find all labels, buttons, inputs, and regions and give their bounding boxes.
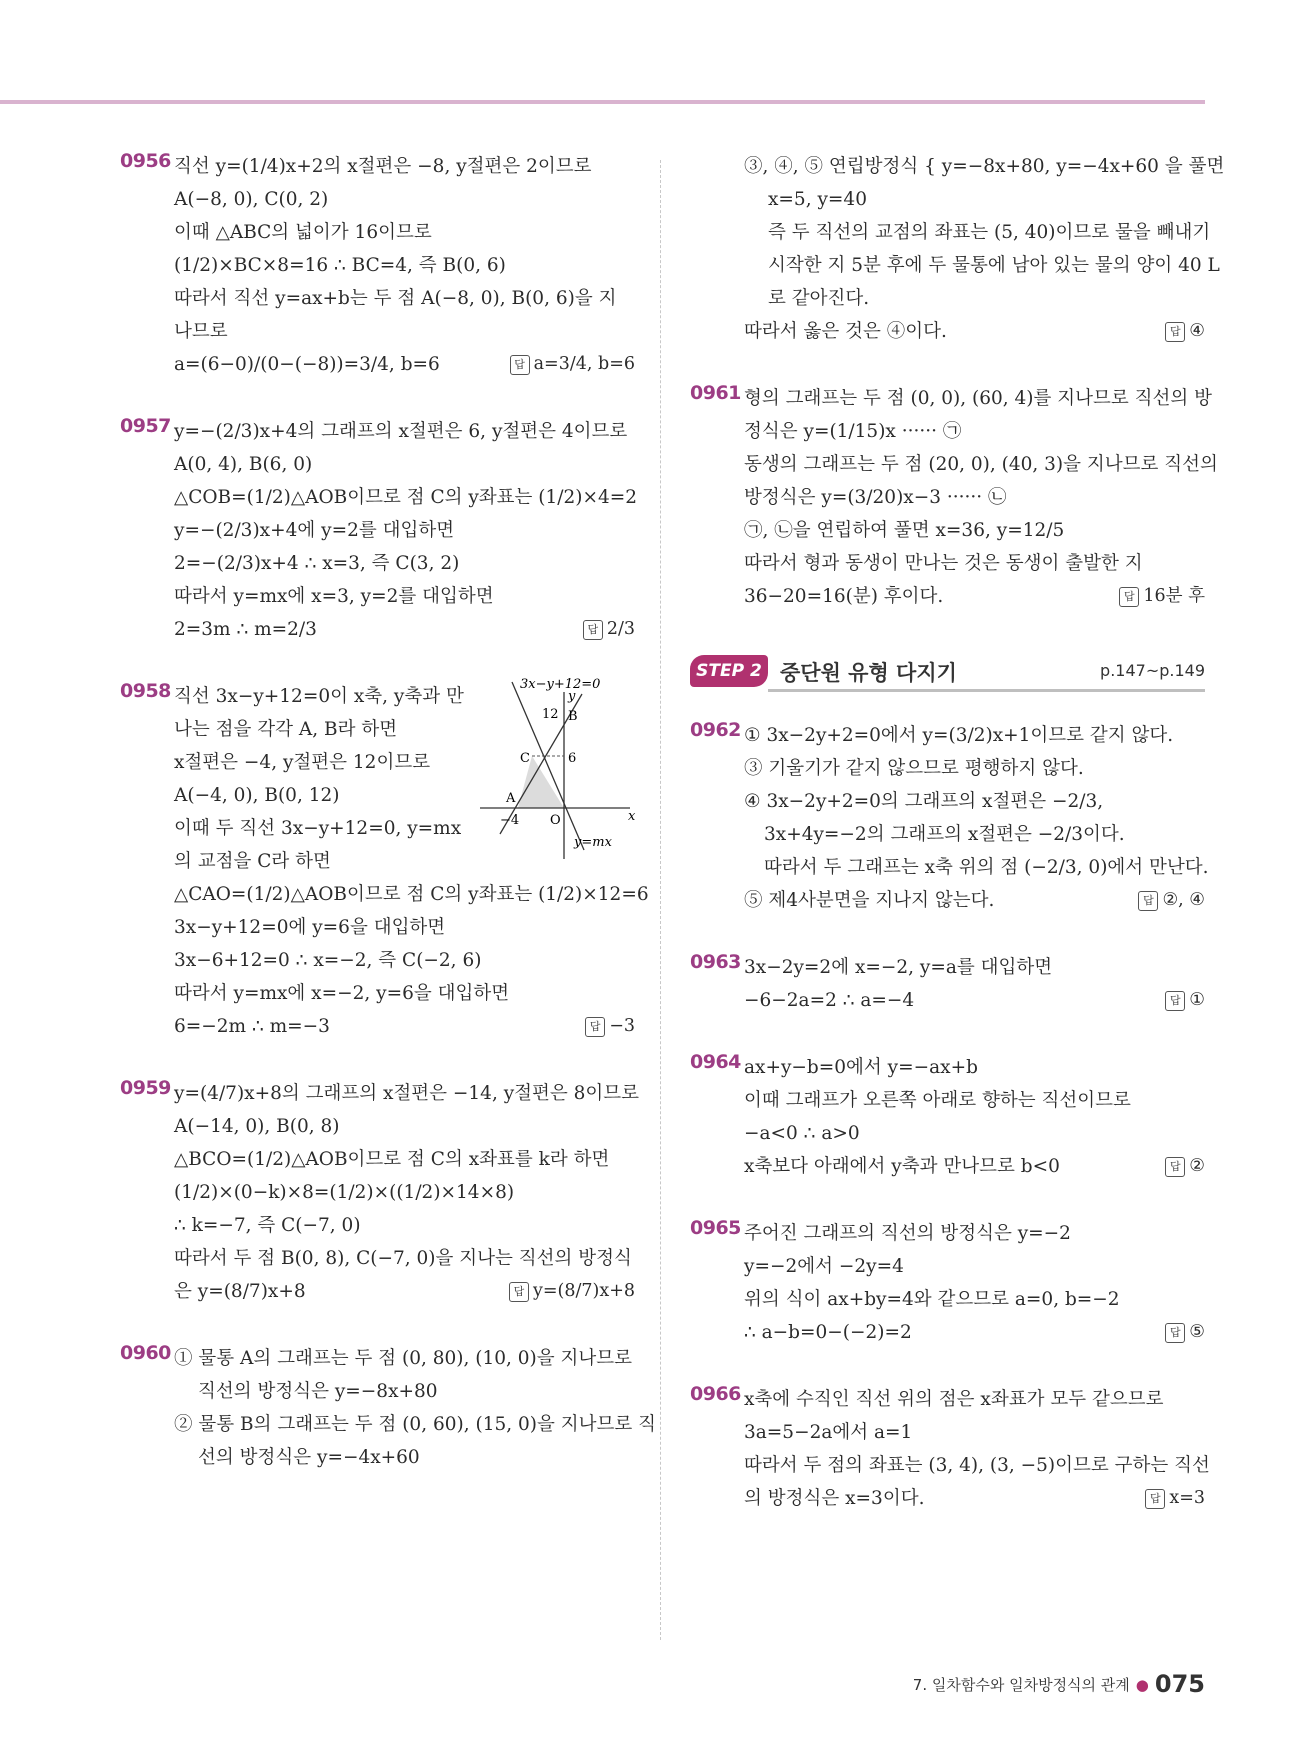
solution-line: 선의 방정식은 y=−4x+60 bbox=[198, 1447, 420, 1468]
problem-0966 bbox=[690, 1383, 1210, 1515]
solution-line: 직선의 방정식은 y=−8x+80 bbox=[198, 1381, 438, 1402]
solution-line: 이때 △ABC의 넓이가 16이므로 bbox=[174, 222, 432, 243]
answer bbox=[1165, 1150, 1205, 1183]
solution-line: (1/2)×(0−k)×8=(1/2)×((1/2)×14×8) bbox=[174, 1182, 515, 1203]
solution-text: 은 y=(8/7)x+8 bbox=[174, 1281, 306, 1302]
solution-line: 직선 3x−y+12=0이 x축, y축과 만 bbox=[174, 686, 464, 707]
solution-line: 2=−(2/3)x+4 ∴ x=3, 즉 C(3, 2) bbox=[174, 553, 460, 574]
solution-text: 의 방정식은 x=3이다. bbox=[744, 1488, 925, 1509]
solution-text: ∴ a−b=0−(−2)=2 bbox=[744, 1322, 912, 1343]
problem-0963 bbox=[690, 951, 1205, 1017]
solution-line bbox=[744, 1316, 1205, 1349]
solution-line: 위의 식이 ax+by=4와 같으므로 a=0, b=−2 bbox=[744, 1289, 1120, 1310]
solution-line: 따라서 y=mx에 x=3, y=2를 대입하면 bbox=[174, 586, 494, 607]
answer-icon: 답 bbox=[1165, 1157, 1185, 1177]
solution-line: (1/2)×BC×8=16 ∴ BC=4, 즉 B(0, 6) bbox=[174, 255, 506, 276]
answer-value: ②, ④ bbox=[1162, 890, 1205, 910]
answer-icon: 답 bbox=[1119, 587, 1139, 607]
answer-icon: 답 bbox=[510, 355, 530, 375]
solution-line: y=−(2/3)x+4에 y=2를 대입하면 bbox=[174, 520, 455, 541]
problem-number: 0965 bbox=[690, 1217, 741, 1239]
solution-line: 의 교점을 C라 하면 bbox=[174, 851, 331, 872]
solution-line: x=5, y=40 bbox=[768, 189, 867, 210]
solution-line: 나므로 bbox=[174, 321, 228, 342]
solution-line: 3x+4y=−2의 그래프의 x절편은 −2/3이다. bbox=[764, 824, 1125, 845]
answer-icon: 답 bbox=[1165, 322, 1185, 342]
solution-text: ⑤ 제4사분면을 지나지 않는다. bbox=[744, 890, 995, 911]
answer-icon: 답 bbox=[583, 620, 603, 640]
solution-line: A(−4, 0), B(0, 12) bbox=[174, 785, 340, 806]
solution-line: 따라서 형과 동생이 만나는 것은 동생이 출발한 지 bbox=[744, 553, 1143, 574]
step-rule bbox=[768, 689, 1205, 692]
x-label: x bbox=[628, 809, 636, 824]
solution-line: 따라서 두 점의 좌표는 (3, 4), (3, −5)이므로 구하는 직선 bbox=[744, 1455, 1210, 1476]
solution-line: ㉠, ㉡을 연립하여 풀면 x=36, y=12/5 bbox=[744, 520, 1065, 541]
solution-line: △CAO=(1/2)△AOB이므로 점 C의 y좌표는 (1/2)×12=6 bbox=[174, 884, 649, 905]
answer-value: ④ bbox=[1189, 321, 1205, 341]
solution-line bbox=[174, 348, 635, 381]
answer-value: −3 bbox=[609, 1016, 635, 1036]
page-number: 075 bbox=[1154, 1670, 1205, 1698]
bullet-icon: ● bbox=[1135, 1676, 1149, 1694]
problem-number: 0962 bbox=[690, 719, 741, 741]
answer bbox=[1165, 315, 1205, 348]
solution-line: y=−2에서 −2y=4 bbox=[744, 1256, 904, 1277]
answer-value: 2/3 bbox=[606, 619, 635, 639]
answer-value: ⑤ bbox=[1189, 1322, 1205, 1342]
problem-0956 bbox=[120, 150, 635, 381]
solution-text: −6−2a=2 ∴ a=−4 bbox=[744, 990, 915, 1011]
answer-icon: 답 bbox=[1138, 891, 1158, 911]
solution-line: ① 3x−2y+2=0에서 y=(3/2)x+1이므로 같지 않다. bbox=[744, 725, 1174, 746]
answer-value: a=3/4, b=6 bbox=[533, 354, 635, 374]
problem-number: 0958 bbox=[120, 680, 171, 702]
answer-icon: 답 bbox=[1165, 991, 1185, 1011]
y12-label: 12 bbox=[542, 707, 559, 722]
solution-line: 동생의 그래프는 두 점 (20, 0), (40, 3)을 지나므로 직선의 bbox=[744, 454, 1218, 475]
answer bbox=[1145, 1482, 1205, 1515]
problem-number: 0961 bbox=[690, 382, 741, 404]
problem-0965 bbox=[690, 1217, 1205, 1349]
eq2-label: y=mx bbox=[574, 835, 612, 850]
answer-icon: 답 bbox=[585, 1017, 605, 1037]
solution-line bbox=[744, 984, 1205, 1017]
solution-line: 따라서 두 점 B(0, 8), C(−7, 0)을 지나는 직선의 방정식 bbox=[174, 1248, 632, 1269]
solution-line bbox=[744, 884, 1205, 917]
solution-line: 직선 y=(1/4)x+2의 x절편은 −8, y절편은 2이므로 bbox=[174, 156, 592, 177]
solution-line: 이때 그래프가 오른쪽 아래로 향하는 직선이므로 bbox=[744, 1090, 1131, 1111]
answer-icon: 답 bbox=[1165, 1323, 1185, 1343]
solution-line: 나는 점을 각각 A, B라 하면 bbox=[174, 719, 398, 740]
step-header bbox=[690, 649, 1205, 699]
solution-line: ③, ④, ⑤ 연립방정식 { y=−8x+80, y=−4x+60 을 풀면 bbox=[744, 156, 1225, 177]
solution-line bbox=[744, 580, 1205, 613]
solution-text: 36−20=16(분) 후이다. bbox=[744, 586, 944, 607]
solution-line: 3x−6+12=0 ∴ x=−2, 즉 C(−2, 6) bbox=[174, 950, 482, 971]
solution-line: ① 물통 A의 그래프는 두 점 (0, 80), (10, 0)을 지나므로 bbox=[174, 1348, 632, 1369]
solution-line bbox=[744, 1150, 1205, 1183]
solution-line: 형의 그래프는 두 점 (0, 0), (60, 4)를 지나므로 직선의 방 bbox=[744, 388, 1212, 409]
solution-line bbox=[174, 1010, 635, 1043]
problem-0964 bbox=[690, 1051, 1205, 1183]
answer-value: ① bbox=[1189, 990, 1205, 1010]
chapter-title: 7. 일차함수와 일차방정식의 관계 bbox=[912, 1676, 1130, 1694]
problem-0961 bbox=[690, 382, 1218, 613]
solution-line: 따라서 직선 y=ax+b는 두 점 A(−8, 0), B(0, 6)을 지 bbox=[174, 288, 617, 309]
step-pages: p.147~p.149 bbox=[1100, 661, 1205, 680]
problem-number: 0963 bbox=[690, 951, 741, 973]
problem-number: 0966 bbox=[690, 1383, 741, 1405]
answer-icon: 답 bbox=[509, 1282, 529, 1302]
solution-line: ② 물통 B의 그래프는 두 점 (0, 60), (15, 0)을 지나므로 직 bbox=[174, 1414, 656, 1435]
left-column bbox=[120, 150, 656, 1508]
solution-line: ∴ k=−7, 즉 C(−7, 0) bbox=[174, 1215, 361, 1236]
answer bbox=[510, 348, 635, 381]
solution-line: 주어진 그래프의 직선의 방정식은 y=−2 bbox=[744, 1223, 1071, 1244]
problem-number: 0957 bbox=[120, 415, 171, 437]
answer-value: 16분 후 bbox=[1143, 586, 1205, 606]
answer bbox=[509, 1275, 635, 1308]
minus4-label: −4 bbox=[500, 813, 520, 828]
solution-line: ax+y−b=0에서 y=−ax+b bbox=[744, 1057, 978, 1078]
column-divider bbox=[660, 160, 661, 1640]
answer bbox=[1165, 984, 1205, 1017]
problem-0960 bbox=[120, 1342, 656, 1474]
solution-line: x축에 수직인 직선 위의 점은 x좌표가 모두 같으므로 bbox=[744, 1389, 1164, 1410]
answer bbox=[583, 613, 635, 646]
problem-0960-cont bbox=[690, 150, 1225, 348]
solution-line: 정식은 y=(1/15)x ······ ㉠ bbox=[744, 421, 962, 442]
solution-text: a=(6−0)/(0−(−8))=3/4, b=6 bbox=[174, 354, 440, 375]
point-c-label: C bbox=[520, 751, 530, 766]
six-label: 6 bbox=[568, 751, 577, 766]
solution-line bbox=[174, 613, 635, 646]
problem-number: 0964 bbox=[690, 1051, 741, 1073]
answer bbox=[1119, 580, 1205, 613]
header-rule bbox=[0, 100, 1205, 104]
solution-line bbox=[744, 315, 1205, 348]
solution-line: 시작한 지 5분 후에 두 물통에 남아 있는 물의 양이 40 L bbox=[768, 255, 1220, 276]
problem-0962 bbox=[690, 719, 1209, 917]
right-column bbox=[690, 150, 1225, 1549]
solution-line bbox=[174, 1275, 635, 1308]
solution-line: x절편은 −4, y절편은 12이므로 bbox=[174, 752, 431, 773]
solution-line: 로 같아진다. bbox=[768, 288, 870, 309]
point-b-label: B bbox=[568, 709, 578, 724]
eq-label: 3x−y+12=0 bbox=[520, 677, 601, 692]
solution-text: 2=3m ∴ m=2/3 bbox=[174, 619, 317, 640]
origin-label: O bbox=[550, 813, 561, 828]
solution-text: x축보다 아래에서 y축과 만나므로 b<0 bbox=[744, 1156, 1060, 1177]
solution-line: y=(4/7)x+8의 그래프의 x절편은 −14, y절편은 8이므로 bbox=[174, 1083, 640, 1104]
answer-value: x=3 bbox=[1169, 1488, 1205, 1508]
page-footer bbox=[913, 1670, 1205, 1698]
solution-line: −a<0 ∴ a>0 bbox=[744, 1123, 860, 1144]
solution-line: y=−(2/3)x+4의 그래프의 x절편은 6, y절편은 4이므로 bbox=[174, 421, 628, 442]
answer bbox=[1165, 1316, 1205, 1349]
solution-text: 따라서 옳은 것은 ④이다. bbox=[744, 321, 947, 342]
solution-line bbox=[744, 1482, 1205, 1515]
solution-line: △BCO=(1/2)△AOB이므로 점 C의 x좌표를 k라 하면 bbox=[174, 1149, 610, 1170]
solution-line: 즉 두 직선의 교점의 좌표는 (5, 40)이므로 물을 빼내기 bbox=[768, 222, 1211, 243]
solution-line: 이때 두 직선 3x−y+12=0, y=mx bbox=[174, 818, 462, 839]
solution-line: A(−14, 0), B(0, 8) bbox=[174, 1116, 340, 1137]
answer-value: ② bbox=[1189, 1156, 1205, 1176]
answer-value: y=(8/7)x+8 bbox=[532, 1281, 635, 1301]
solution-line: 3x−y+12=0에 y=6을 대입하면 bbox=[174, 917, 446, 938]
y-label: y bbox=[568, 689, 576, 704]
solution-line: A(−8, 0), C(0, 2) bbox=[174, 189, 329, 210]
answer bbox=[1138, 884, 1205, 917]
solution-line: 3a=5−2a에서 a=1 bbox=[744, 1422, 913, 1443]
answer bbox=[585, 1010, 635, 1043]
solution-line: △COB=(1/2)△AOB이므로 점 C의 y좌표는 (1/2)×4=2 bbox=[174, 487, 638, 508]
answer-icon: 답 bbox=[1145, 1489, 1165, 1509]
solution-line: 3x−2y=2에 x=−2, y=a를 대입하면 bbox=[744, 957, 1053, 978]
solution-line: ④ 3x−2y+2=0의 그래프의 x절편은 −2/3, bbox=[744, 791, 1104, 812]
problem-0959 bbox=[120, 1077, 640, 1308]
solution-line: 따라서 y=mx에 x=−2, y=6을 대입하면 bbox=[174, 983, 510, 1004]
point-a-label: A bbox=[506, 791, 516, 806]
step-badge: STEP 2 bbox=[690, 655, 768, 687]
solution-line: 방정식은 y=(3/20)x−3 ······ ㉡ bbox=[744, 487, 1007, 508]
solution-line: A(0, 4), B(6, 0) bbox=[174, 454, 313, 475]
problem-number: 0956 bbox=[120, 150, 171, 172]
solution-text: 6=−2m ∴ m=−3 bbox=[174, 1016, 330, 1037]
step-title: 중단원 유형 다지기 bbox=[780, 661, 957, 685]
solution-line: 따라서 두 그래프는 x축 위의 점 (−2/3, 0)에서 만난다. bbox=[764, 857, 1209, 878]
solution-line: ③ 기울기가 같지 않으므로 평행하지 않다. bbox=[744, 758, 1084, 779]
problem-0958 bbox=[120, 677, 649, 1043]
problem-number: 0959 bbox=[120, 1077, 171, 1099]
problem-number: 0960 bbox=[120, 1342, 171, 1364]
problem-0957 bbox=[120, 415, 638, 646]
